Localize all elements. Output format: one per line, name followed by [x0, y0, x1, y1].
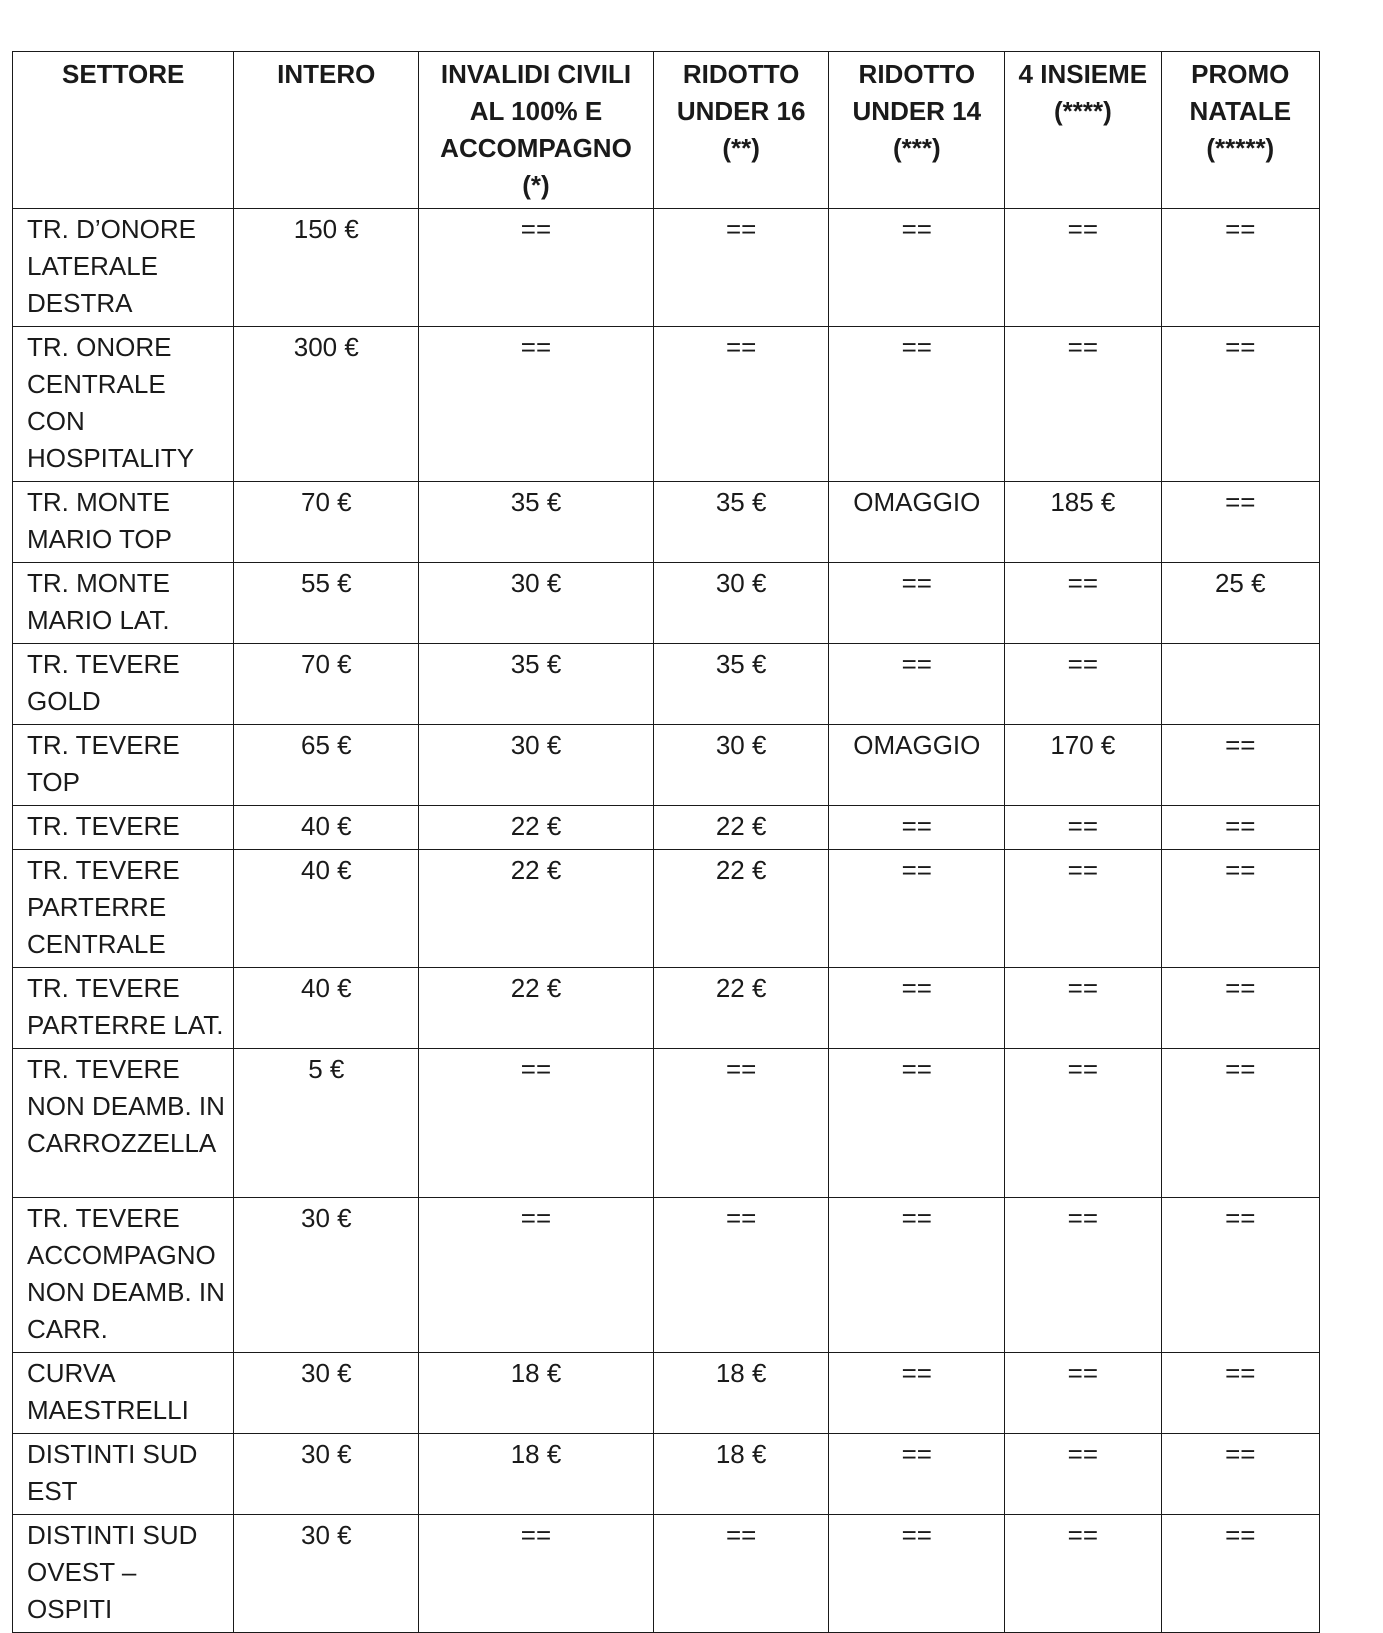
cell-promo-natale: 25 €	[1161, 563, 1319, 644]
cell-under-16: 18 €	[653, 1353, 829, 1434]
cell-settore: DISTINTI SUD OVEST – OSPITI	[13, 1515, 234, 1633]
cell-4-insieme: ==	[1005, 1434, 1161, 1515]
price-table	[12, 51, 1320, 1633]
table-row	[13, 725, 1320, 806]
cell-invalidi: 18 €	[419, 1434, 654, 1515]
cell-under-14: ==	[829, 1198, 1005, 1353]
cell-promo-natale: ==	[1161, 850, 1319, 968]
cell-under-14: ==	[829, 1353, 1005, 1434]
cell-4-insieme: ==	[1005, 1049, 1161, 1198]
cell-4-insieme: ==	[1005, 644, 1161, 725]
cell-invalidi: 35 €	[419, 644, 654, 725]
table-row	[13, 209, 1320, 327]
cell-settore: DISTINTI SUD EST	[13, 1434, 234, 1515]
cell-intero: 150 €	[234, 209, 419, 327]
cell-under-14: ==	[829, 1049, 1005, 1198]
cell-promo-natale: ==	[1161, 1049, 1319, 1198]
header-intero: INTERO	[234, 52, 419, 209]
cell-settore: TR. TEVERE ACCOMPAGNO NON DEAMB. IN CARR.	[13, 1198, 234, 1353]
cell-under-16: 35 €	[653, 644, 829, 725]
cell-under-16: 35 €	[653, 482, 829, 563]
cell-under-14: ==	[829, 209, 1005, 327]
cell-promo-natale: ==	[1161, 1198, 1319, 1353]
header-invalidi: INVALIDI CIVILI AL 100% E ACCOMPAGNO (*)	[419, 52, 654, 209]
cell-intero: 40 €	[234, 806, 419, 850]
header-settore: SETTORE	[13, 52, 234, 209]
cell-4-insieme: ==	[1005, 1198, 1161, 1353]
cell-4-insieme: ==	[1005, 1515, 1161, 1633]
table-row	[13, 1434, 1320, 1515]
cell-4-insieme: ==	[1005, 1353, 1161, 1434]
cell-settore: TR. TEVERE NON DEAMB. IN CARROZZELLA	[13, 1049, 234, 1198]
cell-under-16: ==	[653, 1515, 829, 1633]
cell-under-16: 30 €	[653, 725, 829, 806]
cell-under-16: ==	[653, 209, 829, 327]
cell-under-16: 30 €	[653, 563, 829, 644]
cell-intero: 70 €	[234, 644, 419, 725]
header-row	[13, 52, 1320, 209]
cell-invalidi: 22 €	[419, 850, 654, 968]
header-promo-natale: PROMO NATALE (*****)	[1161, 52, 1319, 209]
cell-4-insieme: 185 €	[1005, 482, 1161, 563]
cell-settore: TR. TEVERE PARTERRE CENTRALE	[13, 850, 234, 968]
cell-settore: TR. TEVERE GOLD	[13, 644, 234, 725]
cell-4-insieme: ==	[1005, 850, 1161, 968]
table-row	[13, 644, 1320, 725]
cell-invalidi: ==	[419, 1198, 654, 1353]
cell-settore: TR. TEVERE	[13, 806, 234, 850]
cell-under-14: ==	[829, 644, 1005, 725]
cell-under-16: 22 €	[653, 806, 829, 850]
cell-settore: TR. ONORE CENTRALE CON HOSPITALITY	[13, 327, 234, 482]
table-row	[13, 1515, 1320, 1633]
table-row	[13, 482, 1320, 563]
cell-intero: 65 €	[234, 725, 419, 806]
cell-invalidi: 30 €	[419, 725, 654, 806]
cell-under-14: ==	[829, 327, 1005, 482]
cell-promo-natale: ==	[1161, 1515, 1319, 1633]
cell-promo-natale: ==	[1161, 806, 1319, 850]
cell-intero: 300 €	[234, 327, 419, 482]
cell-promo-natale: ==	[1161, 968, 1319, 1049]
cell-under-14: OMAGGIO	[829, 725, 1005, 806]
cell-under-16: 18 €	[653, 1434, 829, 1515]
cell-under-16: ==	[653, 1198, 829, 1353]
table-row	[13, 1198, 1320, 1353]
cell-under-14: ==	[829, 1434, 1005, 1515]
cell-4-insieme: 170 €	[1005, 725, 1161, 806]
cell-invalidi: 22 €	[419, 806, 654, 850]
cell-intero: 70 €	[234, 482, 419, 563]
cell-intero: 30 €	[234, 1198, 419, 1353]
header-ridotto-under-14: RIDOTTO UNDER 14 (***)	[829, 52, 1005, 209]
cell-under-14: ==	[829, 563, 1005, 644]
cell-intero: 5 €	[234, 1049, 419, 1198]
header-4-insieme: 4 INSIEME (****)	[1005, 52, 1161, 209]
cell-settore: TR. MONTE MARIO LAT.	[13, 563, 234, 644]
cell-4-insieme: ==	[1005, 209, 1161, 327]
cell-promo-natale	[1161, 644, 1319, 725]
cell-4-insieme: ==	[1005, 806, 1161, 850]
cell-intero: 30 €	[234, 1515, 419, 1633]
cell-under-14: ==	[829, 806, 1005, 850]
table-row	[13, 563, 1320, 644]
cell-invalidi: ==	[419, 1515, 654, 1633]
cell-intero: 30 €	[234, 1353, 419, 1434]
table-row	[13, 327, 1320, 482]
cell-under-16: ==	[653, 327, 829, 482]
cell-invalidi: 22 €	[419, 968, 654, 1049]
cell-invalidi: ==	[419, 1049, 654, 1198]
cell-promo-natale: ==	[1161, 725, 1319, 806]
cell-invalidi: ==	[419, 209, 654, 327]
cell-promo-natale: ==	[1161, 1434, 1319, 1515]
cell-invalidi: 18 €	[419, 1353, 654, 1434]
cell-promo-natale: ==	[1161, 482, 1319, 563]
cell-promo-natale: ==	[1161, 1353, 1319, 1434]
cell-settore: TR. TEVERE TOP	[13, 725, 234, 806]
cell-4-insieme: ==	[1005, 327, 1161, 482]
cell-promo-natale: ==	[1161, 327, 1319, 482]
table-row	[13, 968, 1320, 1049]
cell-promo-natale: ==	[1161, 209, 1319, 327]
cell-settore: TR. D’ONORE LATERALE DESTRA	[13, 209, 234, 327]
cell-under-14: OMAGGIO	[829, 482, 1005, 563]
cell-intero: 40 €	[234, 850, 419, 968]
cell-4-insieme: ==	[1005, 968, 1161, 1049]
cell-under-14: ==	[829, 850, 1005, 968]
cell-intero: 40 €	[234, 968, 419, 1049]
table-row	[13, 806, 1320, 850]
cell-settore: TR. TEVERE PARTERRE LAT.	[13, 968, 234, 1049]
cell-under-16: ==	[653, 1049, 829, 1198]
cell-settore: CURVA MAESTRELLI	[13, 1353, 234, 1434]
cell-4-insieme: ==	[1005, 563, 1161, 644]
table-row	[13, 850, 1320, 968]
table-row	[13, 1049, 1320, 1198]
cell-invalidi: 35 €	[419, 482, 654, 563]
cell-under-16: 22 €	[653, 968, 829, 1049]
cell-settore: TR. MONTE MARIO TOP	[13, 482, 234, 563]
cell-invalidi: ==	[419, 327, 654, 482]
table-row	[13, 1353, 1320, 1434]
cell-intero: 30 €	[234, 1434, 419, 1515]
header-ridotto-under-16: RIDOTTO UNDER 16 (**)	[653, 52, 829, 209]
cell-intero: 55 €	[234, 563, 419, 644]
cell-under-14: ==	[829, 1515, 1005, 1633]
cell-under-16: 22 €	[653, 850, 829, 968]
cell-invalidi: 30 €	[419, 563, 654, 644]
cell-under-14: ==	[829, 968, 1005, 1049]
